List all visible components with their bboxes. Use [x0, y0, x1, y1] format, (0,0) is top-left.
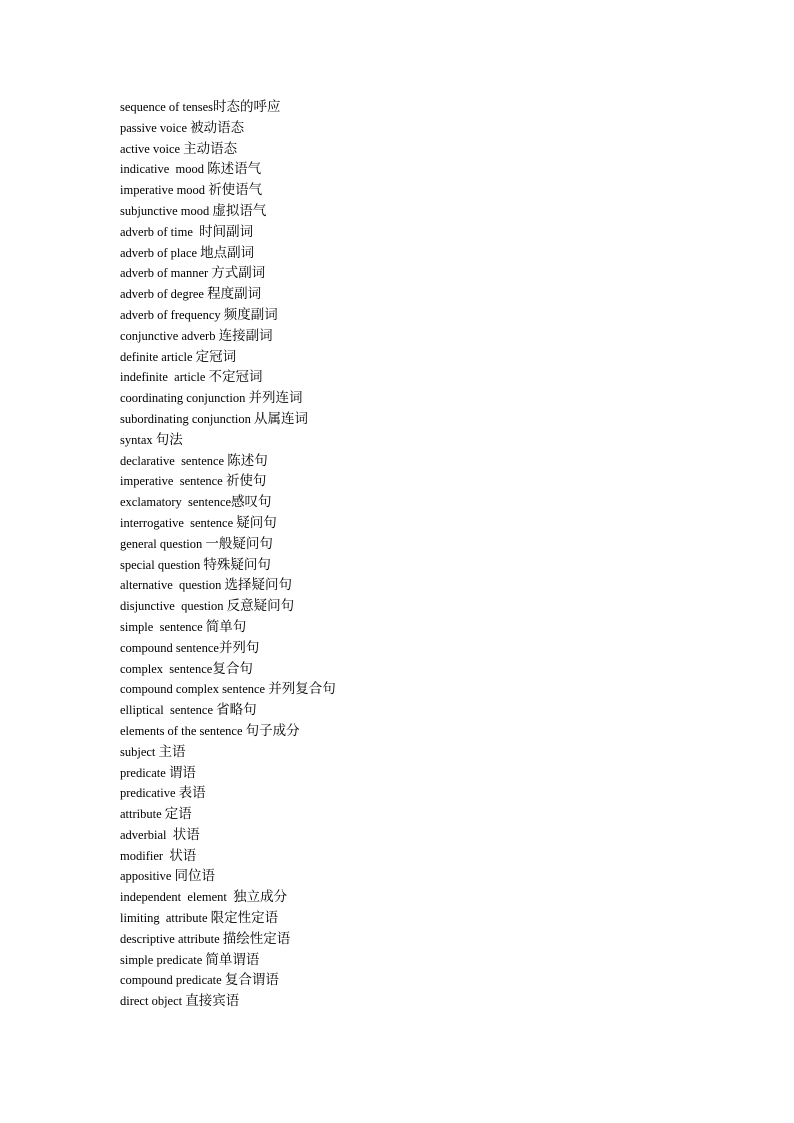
chinese-term: 感叹句	[231, 494, 272, 511]
chinese-term: 简单句	[205, 618, 247, 635]
english-term: independent element	[120, 890, 234, 905]
english-term: modifier	[120, 848, 170, 863]
english-term: definite article	[120, 349, 196, 364]
english-term: adverbial	[120, 827, 173, 842]
glossary-entry	[120, 367, 336, 388]
chinese-term: 反意疑问句	[226, 598, 295, 615]
glossary-entry	[120, 534, 336, 555]
chinese-term: 独立成分	[233, 889, 288, 906]
glossary-entry	[120, 763, 336, 784]
chinese-term: 时间副词	[199, 223, 254, 240]
chinese-term: 并列句	[218, 639, 260, 656]
glossary-entry	[120, 887, 336, 908]
chinese-term: 直接宾语	[185, 993, 240, 1010]
chinese-term: 程度副词	[207, 286, 262, 303]
chinese-term: 状语	[172, 826, 200, 843]
english-term: adverb of degree	[120, 287, 208, 302]
english-term: coordinating conjunction	[120, 391, 249, 406]
chinese-term: 疑问句	[236, 514, 277, 531]
glossary-entry	[120, 991, 336, 1012]
chinese-term: 限定性定语	[210, 910, 279, 927]
chinese-term: 复合句	[212, 660, 253, 677]
glossary-entry	[120, 783, 336, 804]
chinese-term: 句法	[155, 431, 183, 448]
chinese-term: 复合谓语	[224, 972, 279, 989]
chinese-term: 虚拟语气	[212, 202, 267, 219]
english-term: compound predicate	[120, 973, 225, 988]
chinese-term: 表语	[178, 785, 206, 802]
english-term: subjunctive mood	[120, 203, 213, 218]
glossary-entry	[120, 118, 336, 139]
chinese-term: 同位语	[174, 868, 216, 885]
glossary-entry	[120, 263, 336, 284]
glossary-entry	[120, 679, 336, 700]
glossary-entry	[120, 201, 336, 222]
chinese-term: 方式副词	[211, 265, 266, 282]
glossary-entry	[120, 180, 336, 201]
chinese-term: 并列复合句	[268, 681, 336, 698]
chinese-term: 主动语态	[183, 140, 238, 157]
english-term: direct object	[120, 994, 186, 1009]
english-term: attribute	[120, 807, 165, 822]
glossary-entry	[120, 908, 336, 929]
glossary-entry	[120, 929, 336, 950]
english-term: simple predicate	[120, 952, 206, 967]
chinese-term: 不定冠词	[208, 369, 263, 386]
english-term: disjunctive question	[120, 599, 227, 614]
chinese-term: 省略句	[216, 702, 257, 719]
glossary-entry	[120, 451, 336, 472]
chinese-term: 连接副词	[218, 327, 273, 344]
glossary-entry	[120, 950, 336, 971]
english-term: general question	[120, 536, 206, 551]
chinese-term: 一般疑问句	[205, 535, 273, 552]
chinese-term: 句子成分	[245, 722, 300, 739]
english-term: imperative sentence	[120, 474, 226, 489]
chinese-term: 定冠词	[195, 348, 237, 365]
glossary-entry	[120, 700, 336, 721]
chinese-term: 定语	[164, 806, 192, 823]
glossary-entry	[120, 347, 336, 368]
chinese-term: 选择疑问句	[224, 577, 292, 594]
english-term: exclamatory sentence	[120, 495, 232, 510]
glossary-entry	[120, 638, 336, 659]
english-term: alternative question	[120, 578, 225, 593]
english-term: sequence of tenses	[120, 100, 214, 114]
chinese-term: 被动语态	[190, 119, 245, 136]
glossary-entry	[120, 409, 336, 430]
english-term: adverb of place	[120, 245, 201, 260]
glossary-entry	[120, 284, 336, 305]
chinese-term: 祈使语气	[208, 182, 263, 199]
glossary-entry	[120, 742, 336, 763]
glossary-entry	[120, 617, 336, 638]
glossary-entry	[120, 222, 336, 243]
english-term: predicative	[120, 786, 179, 801]
chinese-term: 主语	[158, 743, 186, 760]
english-term: interrogative sentence	[120, 515, 237, 530]
glossary-entry	[120, 846, 336, 867]
chinese-term: 从属连词	[254, 410, 309, 427]
english-term: special question	[120, 557, 204, 572]
glossary-entry	[120, 825, 336, 846]
english-term: adverb of manner	[120, 266, 212, 281]
glossary-entry	[120, 804, 336, 825]
glossary-entry	[120, 159, 336, 180]
glossary-entry	[120, 866, 336, 887]
chinese-term: 描绘性定语	[222, 930, 291, 947]
chinese-term: 谓语	[168, 764, 196, 781]
english-term: complex sentence	[120, 661, 213, 676]
chinese-term: 频度副词	[223, 306, 278, 323]
english-term: indefinite article	[120, 370, 209, 385]
glossary-entry	[120, 513, 336, 534]
chinese-term: 状语	[169, 847, 197, 864]
glossary-entry	[120, 97, 336, 118]
chinese-term: 简单谓语	[205, 951, 260, 968]
chinese-term: 陈述句	[227, 452, 268, 469]
english-term: compound complex sentence	[120, 682, 269, 697]
english-term: conjunctive adverb	[120, 328, 219, 343]
english-term: syntax	[120, 432, 156, 447]
english-term: passive voice	[120, 120, 191, 135]
english-term: imperative mood	[120, 183, 209, 198]
glossary-entry	[120, 659, 336, 680]
glossary-entry	[120, 492, 336, 513]
glossary-entry	[120, 243, 336, 264]
glossary-entry	[120, 305, 336, 326]
glossary-entry	[120, 721, 336, 742]
chinese-term: 陈述语气	[207, 161, 262, 178]
english-term: active voice	[120, 141, 184, 156]
glossary-entry	[120, 575, 336, 596]
english-term: descriptive attribute	[120, 931, 223, 946]
english-term: elements of the sentence	[120, 723, 246, 738]
english-term: subordinating conjunction	[120, 411, 255, 426]
english-term: limiting attribute	[120, 911, 211, 926]
chinese-term: 地点副词	[200, 244, 255, 261]
glossary-entry	[120, 596, 336, 617]
english-term: indicative mood	[120, 162, 208, 177]
glossary-entry	[120, 555, 336, 576]
glossary-entry	[120, 430, 336, 451]
chinese-term: 并列连词	[248, 390, 303, 407]
glossary-entry	[120, 970, 336, 991]
glossary-entry	[120, 139, 336, 160]
english-term: subject	[120, 744, 159, 759]
english-term: appositive	[120, 869, 175, 884]
chinese-term: 特殊疑问句	[203, 556, 271, 573]
glossary-entry	[120, 388, 336, 409]
glossary-entry	[120, 471, 336, 492]
english-term: predicate	[120, 765, 169, 780]
english-term: simple sentence	[120, 619, 206, 634]
english-term: adverb of time	[120, 224, 200, 239]
english-term: adverb of frequency	[120, 307, 224, 322]
english-term: compound sentence	[120, 640, 219, 655]
glossary-entry	[120, 326, 336, 347]
glossary-list	[120, 97, 336, 1012]
english-term: elliptical sentence	[120, 703, 217, 718]
chinese-term: 时态的呼应	[213, 99, 281, 115]
chinese-term: 祈使句	[225, 473, 267, 490]
english-term: declarative sentence	[120, 453, 228, 468]
